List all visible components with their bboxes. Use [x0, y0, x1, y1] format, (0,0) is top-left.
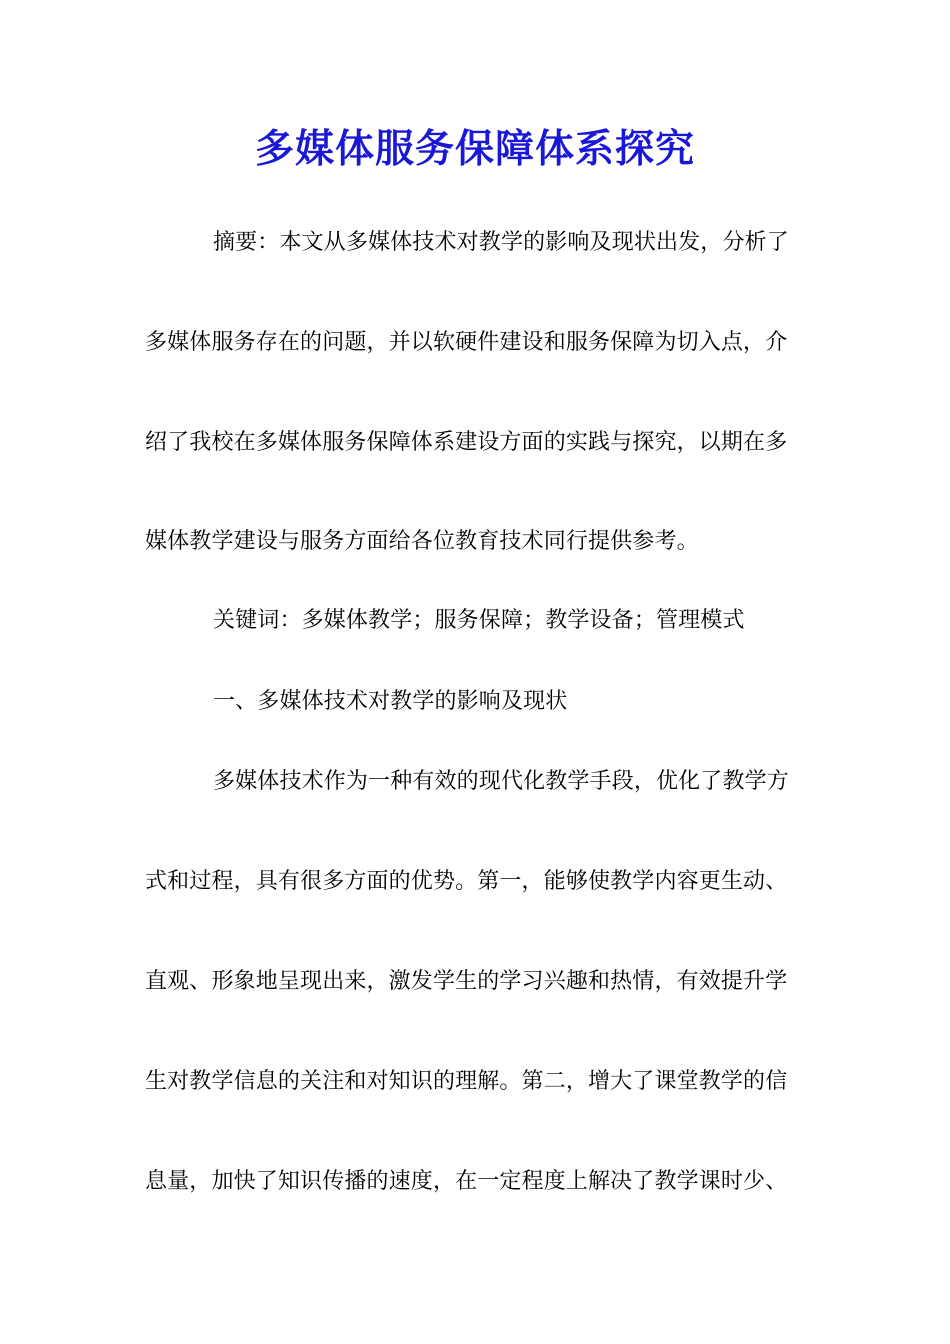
abstract-line: 摘要：本文从多媒体技术对教学的影响及现状出发，分析了: [213, 230, 789, 255]
abstract-line: 绍了我校在多媒体服务保障体系建设方面的实践与探究，以期在多: [145, 430, 788, 455]
body-line: 式和过程，具有很多方面的优势。第一，能够使教学内容更生动、: [145, 869, 788, 894]
body-line: 多媒体技术作为一种有效的现代化教学手段，优化了教学方: [213, 769, 789, 794]
abstract-line: 媒体教学建设与服务方面给各位教育技术同行提供参考。: [145, 529, 699, 554]
body-line: 息量，加快了知识传播的速度，在一定程度上解决了教学课时少、: [145, 1169, 788, 1194]
section-heading: 一、多媒体技术对教学的影响及现状: [213, 689, 568, 714]
document-title: 多媒体服务保障体系探究: [254, 127, 695, 172]
body-line: 直观、形象地呈现出来，激发学生的学习兴趣和热情，有效提升学: [145, 969, 788, 994]
abstract-line: 多媒体服务存在的问题，并以软硬件建设和服务保障为切入点，介: [145, 330, 788, 355]
body-line: 生对教学信息的关注和对知识的理解。第二，增大了课堂教学的信: [145, 1069, 788, 1094]
keywords-line: 关键词：多媒体教学；服务保障；教学设备；管理模式: [213, 608, 745, 633]
